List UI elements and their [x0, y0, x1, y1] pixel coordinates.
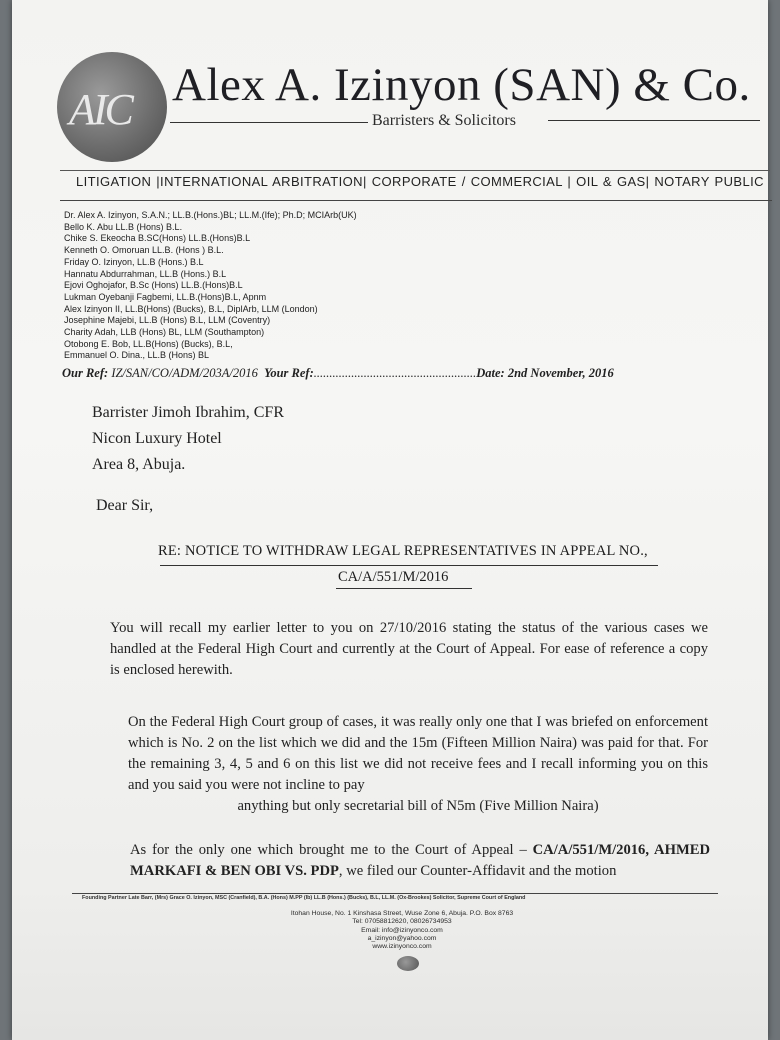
partner-item: Chike S. Ekeocha B.SC(Hons) LL.B.(Hons)B.L: [64, 233, 251, 244]
partners-list: [64, 210, 357, 362]
paragraph-3-case: CA/A/551/M/2016, AHMED MARKAFI & BEN OBI VS. PDP: [130, 842, 710, 879]
partner-item: Kenneth O. Omoruan LL.B. (Hons ) B.L.: [64, 245, 224, 256]
date-value: 2nd November, 2016: [507, 366, 614, 380]
header-divider-bottom: [60, 200, 772, 201]
partner-item: Bello K. Abu LL.B (Hons) B.L.: [64, 221, 183, 232]
logo-monogram: AIC: [69, 85, 131, 134]
firm-name: Alex A. Izinyon (SAN) & Co.: [172, 59, 751, 111]
paragraph-3-intro: As for the only one which brought me to the Court of Appeal –: [130, 842, 533, 858]
footer-seal-icon: [397, 956, 419, 971]
body-paragraph-3: [130, 840, 710, 882]
paragraph-2-text: On the Federal High Court group of cases, it was really only one that I was briefed on enforcement which is No. 2 on the list which we did and the 15m (Fifteen Million Naira) was paid for that. For the remaining 3, 4, 5 and 6 on this list we did not receive fees and I recall informing you on this and you said you were not incline to pay: [128, 714, 708, 793]
subject-number-underline: [336, 588, 472, 589]
subject-title: RE: NOTICE TO WITHDRAW LEGAL REPRESENTATIVES IN APPEAL NO.,: [158, 543, 648, 559]
partner-item: Dr. Alex A. Izinyon, S.A.N.; LL.B.(Hons.)BL; LL.M.(Ife); Ph.D; MCIArb(UK): [64, 210, 357, 220]
your-ref-label: Your Ref:: [264, 366, 314, 380]
partner-item: Charity Adah, LLB (Hons) BL, LLM (Southampton): [64, 327, 265, 338]
letter-page: [12, 0, 768, 1040]
subject-appeal-number: CA/A/551/M/2016: [338, 569, 449, 585]
firm-subtitle: Barristers & Solicitors: [372, 112, 516, 129]
header-divider-top: [60, 170, 770, 171]
founding-partner-line: Founding Partner Late Barr, (Mrs) Grace O. Izinyon, MSC (Cranfield), B.A. (Hons) M.PP (Ib) LL.B (Hons.) (Bucks), B.L, LL.M. (Ox-Brookes) Solicitor, Supreme Court of England: [82, 895, 526, 901]
recipient-name: Barrister Jimoh Ibrahim, CFR: [92, 404, 284, 421]
paragraph-2-last-line: anything but only secretarial bill of N5m (Five Million Naira): [237, 798, 599, 814]
our-ref-value: IZ/SAN/CO/ADM/203A/2016: [111, 366, 258, 380]
footer-contact: [232, 910, 572, 951]
footer-email: Email: info@izinyonco.com: [361, 926, 443, 934]
partner-item: Lukman Oyebanji Fagbemi, LL.B.(Hons)B.L, Apnm: [64, 291, 267, 302]
partner-item: Hannatu Abdurrahman, LL.B (Hons.) B.L: [64, 268, 227, 279]
subject-underline: [160, 565, 658, 566]
paragraph-3-rest: , we filed our Counter-Affidavit and the motion: [338, 863, 617, 879]
body-paragraph-2: [128, 712, 708, 817]
recipient-line: Nicon Luxury Hotel: [92, 430, 222, 447]
header-rule-left: [170, 122, 368, 123]
firm-logo: [57, 52, 167, 162]
footer-address: Itohan House, No. 1 Kinshasa Street, Wuse Zone 6, Abuja. P.O. Box 8763: [290, 910, 514, 917]
partner-item: Ejovi Oghojafor, B.Sc (Hons) LL.B.(Hons)B.L: [64, 280, 243, 291]
footer-email-alt: a_izinyon@yahoo.com: [367, 934, 437, 942]
footer-divider: [72, 893, 718, 894]
footer-tel: Tel: 07058812620, 08026734953: [352, 918, 452, 926]
salutation: Dear Sir,: [96, 497, 154, 514]
recipient-address: [92, 400, 284, 478]
our-ref-label: Our Ref:: [62, 366, 109, 380]
your-ref-value: ....................................................: [313, 366, 477, 380]
reference-line: [62, 366, 614, 381]
recipient-line: Area 8, Abuja.: [92, 456, 186, 473]
practice-areas: LITIGATION |INTERNATIONAL ARBITRATION| CORPORATE / COMMERCIAL | OIL & GAS| NOTARY PUBLIC: [76, 174, 764, 189]
partner-item: Friday O. Izinyon, LL.B (Hons.) B.L: [64, 256, 204, 267]
body-paragraph-1: You will recall my earlier letter to you on 27/10/2016 stating the status of the various cases we handled at the Federal High Court and currently at the Court of Appeal. For ease of reference a copy is enclosed herewith.: [110, 620, 708, 678]
partner-item: Josephine Majebi, LL.B (Hons) B.L, LLM (Coventry): [64, 315, 271, 326]
date-label: Date:: [476, 366, 505, 380]
footer-website: www.izinyonco.com: [372, 943, 432, 951]
partner-item: Otobong E. Bob, LL.B(Hons) (Bucks), B.L,: [64, 338, 233, 349]
partner-item: Alex Izinyon II, LL.B(Hons) (Bucks), B.L, DiplArb, LLM (London): [64, 303, 318, 314]
header-rule-right: [548, 120, 760, 121]
partner-item: Emmanuel O. Dina., LL.B (Hons) BL: [64, 350, 210, 361]
